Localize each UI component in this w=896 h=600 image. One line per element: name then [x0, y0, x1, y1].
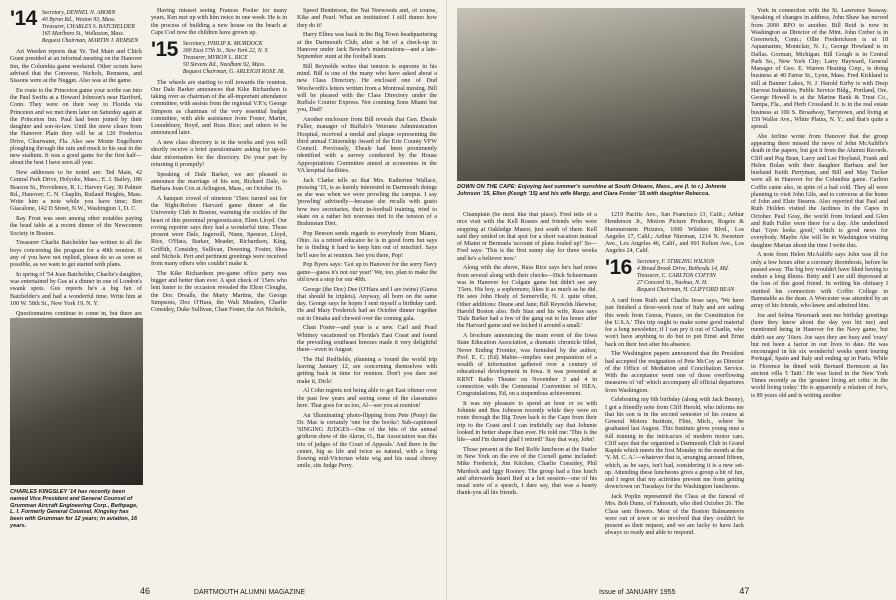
right-page-footer	[599, 587, 749, 597]
column-paragraph: The Hal Redfields, planning a 'round the world trip leaving January 12, are concerning themselves with getting back in time for reunion. Don't you dare not make it, Dick!	[297, 356, 437, 385]
right-page	[449, 0, 896, 600]
class-1914-officers	[42, 9, 138, 45]
column-paragraph: York in connection with the St. Lawrence Seaway. Speaking of changes in address, John Shaw has moved from 2000 RPO to another. Bill Reid is now in Washington as Director of the Mint. John Creber is in Greenwich, Conn.; Ollie Frederickson is at 18 Aquamarine, Montclair, N. J.; George Howland is in Dallas. Gorman, Michigan. Bill Gough is in Central Park So., New York City; Larry Hayward, General Manager of Geo. E. Warren Heating Corp., is doing business at 40 Farrar St., Lynn, Mass. Fred Kirkland is still at Banner Lakes, N. J. Harold Kirby is with Deep Harvest Industries, Public Service Bldg., Portland, Ore. George Howell is at the Marine Bank & Trust Co., Tampa, Fla., and Herb Crossland Jr. is in the real estate business at 100 S. Broadway, Tarrytown, and living at 159 Waller Ave., White Plains, N. Y.; and that's quite a spread.	[751, 8, 888, 130]
column-paragraph: Celebrating my 6th birthday (along with Jack Benny), I got a friendly note from Cliff Herold, who informs me that his son is in the second semester of his course at General Motors Institute, Flint, Mich., where he graduated last August. This Institute gives young men a full training in the intricacies of modern motor cars. Cliff says that the organized a Dartmouth Club in Grand Rapids which meets the first Monday in the month at the 'Y. M. C. A.'—whatever that is, arranging around fifteen, which, as he says, isn't bad, considering it is a new set-up. Attending these luncheons gives a group a bit of fun, and I regret that my activities prevent me from getting down/town on Tuesdays for the Washington luncheons.	[605, 397, 744, 491]
bequest-chairman-line: Bequest Chairman, H. CLIFFORD BEAN	[636, 287, 735, 293]
treasurer-address: 27 Concord St., Nashua, N. H.	[636, 280, 708, 286]
column-paragraph: The Kike Richardson pre-game office party was bigger and better than ever. A spot check of '15ers who lent luster to the occasion revealed the Elton Cloughs, the Doc Drealls, the Marty Martins, the George Simpsons, Doc O'Hara, the Walt Meaders, Charlie Considey, Duke Sullivan, Chan Foster, the Art Nichols,	[151, 270, 287, 313]
page-number: 46	[140, 586, 151, 596]
class-1916-officers	[637, 258, 734, 294]
column-paragraph: New addresses to be noted are: Ted Main, 42 Central Park Drive, Holyoke, Mass.; E. J. Bailey, 186 Beacon St., Providence, R. I.; Harvey Gay, 36 Palmer Rd., Hanover; C. N. Chaplin, Rutland Heights, Mass. Write him a note while you have time; Ben Giacalone, 142 D Street, N.W., Washington 1, D. C.	[10, 170, 142, 213]
column-paragraph: En route to the Princeton game your scribe ran into the Paul Swifts at a Howard Johnson's near Hartford, Conn. They were on their way to Florida via Princeton and we met them later on Saturday again at the Princeton Inn. Paul had been joined by their daughter and son-in-law. Until the snow clears from the Hanover Plain they will be at 120 Frederica Drive, Clearwater, Fla. Also saw Monte Engelhorn ploughing through the rain and muck to his seat in the new stadium. It was a good game for the first half—about the best I have seen all year.	[10, 87, 142, 167]
secretary-line: Secretary, DENNEL N. ABORN	[41, 10, 116, 16]
page-number: 47	[739, 586, 750, 596]
secretary-line: Secretary, F. STIRLING WILSON	[636, 259, 715, 265]
class-year-1915: '15	[151, 37, 178, 61]
column-paragraph: Chan Foster—and year is a new. Carl and Pearl Whitney vacationed on Florida's East Coast and found the prevailing southeast breezes made it very delightful there—even in August.	[297, 325, 437, 353]
bequest-chairman-line: Bequest Chairman, G. ARLEIGH ROSE JR.	[182, 68, 285, 75]
column-paragraph: Al Cohn regrets not being able to get East oftener over the past few years and seeing some of the classmates here. That goes for us too, Al—see you at reunion!	[297, 388, 437, 409]
column-paragraph: Joe and Selma Newmark sent me birthday greetings (here they know about the day you hit me) and mentioned being in Hanover for the Navy game, but didn't see any '16ers. Joe says they are busy and 'crazy' but not been a factor in our lives to date. He was encouraged in his six wonderful weeks spent touring Portugal, Spain and Italy and ending up in Paris. While in Florence he dined with Bernard Berenson at his ancient villa 'I Tatti.' He was listed in the New York Times recently as the 'greatest living art critic in the world living today.' He is apparently a relation of Joe's, is 89 years old and is writing another	[751, 312, 888, 399]
column-paragraph: Speaking of Dale Barker, we are pleased to announce the marriage of his son, Richard Dale, to Barbara Joan Cox at Arlington, Mass., on October 16.	[151, 171, 287, 192]
column-paragraph: A card from Ruth and Charlie Jesse says, 'We have just finished a three-week tour of Italy and are sailing this week from Genoa, France, on the Constitution for the U.S.A.' This trip ought to make some good material for a long newsletter, if I can pry it out of Charlie, who won't have anything to do but to put Ernst and Ernst back on their feet after his absence.	[605, 298, 744, 348]
column-paragraph: Ray Frost was seen among other notables paying the head table at a recent dinner of the Newcomen Society in Boston.	[10, 216, 142, 237]
treasurer-address: 50 Stevens Rd., Needham 92, Mass.	[182, 61, 266, 68]
class-1914-header	[10, 9, 142, 45]
left-column-2	[151, 8, 287, 582]
bequest-chairman-line: Bequest Chairman, MARTIN J. REMSEN	[41, 38, 139, 44]
secretary-line: Secretary, PHILIP K. MURDOCK	[182, 40, 263, 47]
treasurer-address: 165 Marlboro St., Wollaston, Mass.	[41, 31, 125, 37]
magazine-title: DARTMOUTH ALUMNI MAGAZINE	[193, 589, 306, 596]
class-1915-header	[151, 37, 287, 76]
class-1915-officers	[183, 40, 285, 76]
column-paragraph: Harry Ellms was back in the Big Town headquartering at the Dartmouth Club, after a bit of a check-up in Hanover under Jack Bowler's ministrations—and a late-September stunt at the football team.	[297, 32, 437, 60]
column-paragraph: The Washington papers announced that the President had accepted the resignation of Pete McCoy as Director of the Office of Mediation and Conciliation Service. With the acceptance went one of those overflowing measures of 'oil' which accompany all official departures from Washington.	[605, 351, 744, 394]
treasurer-line: Treasurer, CHARLES S. BATCHELDER	[41, 24, 135, 30]
column-paragraph: Having missed seeing Frances Pooler for many years, Ken met up with him twice in one week. He is in the process of building a new house on the beach at Cape Cod now the children have grown up.	[151, 8, 287, 36]
column-paragraph: An 'illuminating' photo-flipping from Pete (Pony) the Dr. Mac is certainly 'one for the books': Sub-captioned 'SINGING JUDGES—One of the hits of the annual gridiron show of the Akron, O., Bar Association was this trio of judges of the Court of Appeals.' And there in the center, big as life and twice as natural, with a long flowing mid-Victorian white wig and his usual cheesy smile, sits Judge Perry.	[297, 412, 437, 470]
column-paragraph: Art Weeden reports that Ye. Ted Main and Chick Grant presided at an informal meeting on the Hanover Inn, the Columbia game weekend. Other scouts have advised that the Converse, Nichols, Remsens, and Sissons were at the Nugget. Also was at the game.	[10, 49, 142, 84]
kingsley-portrait-photo	[10, 318, 143, 485]
treasurer-line: Treasurer, C. CARLTON COFFIN	[636, 273, 716, 279]
left-column-3	[297, 8, 437, 582]
class-year-1916: '16	[605, 256, 632, 279]
column-paragraph: A note from Helen McAuliffe says John was ill for only a few hours after a coronary thrombosis, before he passed away. The big boy wouldn't have liked having to endure a long illness. Betty and I are still depressed at the loss of this good friend. In writing his obituary I omitted his connection with Coffin College in Barnstable as the dean. A Worcester was attended by an array of his friends, who knew and admired him.	[751, 252, 888, 309]
left-page	[0, 0, 447, 600]
column-paragraph: Another enclosure from Bill reveals that Gen. Ebeale Fuller, manager of Buffalo's Veterans Administration Hospital, received a medal and plaque representing the third annual Citizenship Award of the Erie County VFW Council. Previously, Ebeale had been prominently identified with a survey conducted by the House Appropriations Committee aimed at economies in the VA hospital facilities.	[297, 117, 437, 174]
column-paragraph: In spring of '54 Jean Batchelder, Charlie's daughter, was entertained by Gus at a dinner in one of London's swank spots. Gus reports he's a big fan of Batchelder's and had a wonderful time. Write him at 100 W. 58th St., New York 19, N. Y.	[10, 271, 142, 307]
column-paragraph: Pop Benson sends regards to everybody from Miami, Ohio. As a retired educator he is in good form but says he is finding it hard to keep him out of mischief. Says he'll sure be at reunion. See you there, Pop!	[297, 230, 437, 259]
cape-group-photo	[457, 8, 745, 181]
right-column-2	[605, 212, 744, 582]
secretary-address: 4 Broad Brook Drive, Bethesda 14, Md.	[636, 266, 730, 272]
right-column-3	[751, 8, 888, 582]
class-year-1914: '14	[10, 8, 37, 30]
column-paragraph: Champlain (be most like that place). Fred tells of a nice visit with the Kell Rosses and friends who were stopping at Oakledge Manor, just south of there. Kell said they settled on that spot for a short vacation instead of Miami or Bermuda 'account of plans fouled up!' So—Fred says: 'This is the first sunny day for three weeks and he's a believer now.'	[457, 212, 597, 262]
column-paragraph: George (the Doc) Dee (O'Hara and I are twins) (Guess that should be triplets). Anyway, all born on the same day. George says he hopes I sent myself a birthday card. He and Mary Frederick had an October dinner together out in Omaha and chewed over the coming gala.	[297, 286, 437, 322]
secretary-address: 300 East 57th St., New York 22, N. Y.	[182, 47, 269, 54]
cape-photo-caption: DOWN ON THE CAPE: Enjoying last summer's sunshine at South Orleans, Mass., are (l. to r.) Johnnie Johnson '15, Ellen (Keogh '15) and his wife Margy, and Clara Foster '15 with daughter Rebecca.	[457, 184, 727, 197]
column-paragraph: Bill Reynolds writes that tension is supreme in his mind. Bill is one of the many who have asked about a new Class Directory. He enclosed one of Dud Woolworth's letters written from a Montreal nursing. Bill will be pleased with the Class Directory under the Ruffalo Courier Express. Not counting Sons Miami but you, Dud?	[297, 63, 437, 114]
right-column-1	[457, 212, 597, 582]
column-paragraph: Treasurer Charlie Batchelder has written to all the boys concerning the program for a 40th reunion. If any of you have not replied, please do so as soon as possible, as we want to get started with plans.	[10, 240, 142, 268]
column-paragraph: Along with the above, Russ Rice says he's had notes from several along with their checks—Dick Schuermann was in Hanover for Colgate game but didn't see any '15ers. His boy, a sophomore, likes it as much as he did. He sees John Healy of Somerville, N. J. quite often. Other additions: Deane and Jane; Bill Reynolds likewise; Harold Boston also. Bob Stan and his wife, Russ says 'Dale Barker had a few of the gang out to his house after the Harvard game and we kicked it around a small.'	[457, 265, 597, 330]
column-paragraph: A brochure announcing the main event of the Iowa State Education Association, a dramatic chronicle titled, Never Ending Frontier, was furnished by the author, Prof. E. C. (Ed) Mabie—implies vast preparation of a wealth of information gathered over a century of educational development in Iowa. It was presented at KRNT Radio Theater on November 3 and 4 in connection with the Centennial Convention of ISEA. Congratulations, Ed, on a stupendous achievement.	[457, 333, 597, 397]
column-paragraph: 1219 Pacific Ave., San Francisco 13, Calif.; Arthur Henderson Jr., Motion Picture Producer, Rogers & Hammerstein Pictures, 1000 Wilshire Blvd., Los Angeles 17, Calif.; Arthur Nierman, 1214 N. Sweetzer Ave., Los Angeles 46, Calif., and 991 Kelton Ave., Los Angeles 24, Calif.	[605, 212, 744, 255]
column-paragraph: Questionnaires continue to come in, but there are	[16, 310, 142, 317]
column-paragraph: It was my pleasure to spend an hour or so with Johnnie and Bea Johnson recently while they were en route through the Big Town back to the Cape from their trip to the Coast and I can truthfully say that Johnnie looked in better shape than ever. He told me: 'This is the life—and I'm darned glad I retired!' Stay that way, John!	[457, 400, 597, 443]
column-paragraph: The wheels are starting to roll towards the reunion. Our Dale Barker announces that Kike Richardson is taking over as chairman of the all-important attendance committee, with assists from the regional V.P.'s; George Simpson as chairman of the very essential budget committee, with able assistance from Foster, Martin, Loundsbury, Boyd, and Russ Rice; and others to be announced later.	[151, 79, 287, 137]
column-paragraph: Pop Byers says: 'Got up to Hanover for the sorry Navy game—guess it's not our year!' We, too, plan to make the old town a stop for our 40th.	[297, 262, 437, 283]
left-page-footer	[140, 587, 305, 597]
secretary-address: 40 Byron Rd., Weston 93, Mass.	[41, 17, 116, 23]
column-paragraph: Abe Jerline wrote from Hanover that the group appearing there missed the news of John McAuliffe's death in the papers, but got it from the Alumni Records. Cliff and Peg Bean, Larry and Lee Hoyland, Frank and Helen Bolan with their daughter Barbara and her husband Keith Perryman, and Bill and May Tucker were all in Hanover for the Columbia game. Carlton Coffin came also, in spite of a bad cold. They all were planning to visit John Gile, and to converse at the home of John and Elsie Stearns. Also reported that Paul and Ruth Holden visited the Jardines in the Capes in October. Paul Gray, the world from Ireland and Glen and Ruth Fuller were there for a day. Abe underlined that 'Gym looks good,' which is good news for everybody. Maybe Abe will be in Washington visiting daughter Marian about the time I write this.	[751, 133, 888, 249]
column-paragraph: Jack Clarke tells us that Mrs. Katherine Wallace, pressing '15, is as keenly interested in Dartmouth doings as she was when we were prowling the campus. I say 'prowling' advisedly—because she recalls with gusto how two secretaries, their in-football training, tried to skate on a rather hot nouveau tied to the tension of a Brahmsian Diet.	[297, 177, 437, 227]
column-paragraph: Those present at the Red Rolfe luncheon at the Statler in New York on the eve of the Cornell game included: Mike Frederick, Jim Kitchen, Charlie Considey, Phil Murdock and Iggy Rooney. The group had a fine lunch and afterwards heard Red at a hot session—one of his usual sorts of a speech, I dare say, that was a hearty thank-you all his friends.	[457, 446, 597, 497]
class-1916-header	[605, 258, 744, 294]
issue-label: Issue of JANUARY 1955	[599, 589, 676, 596]
treasurer-line: Treasurer, MYRON L. RICE	[182, 54, 248, 61]
column-paragraph: Speed Henderson, the Nat Norwoods and, of course, Kike and Pearl. What an institution! I still dunno how they do it!	[297, 8, 437, 29]
column-paragraph: A banquet crowd of nineteen '15ers turned out for the Night-Before Harvard game dinner at the University Club in Boston, warming the cockles of the heart of this perennial prognosticator, Elem Lloyd. Our roving reporter says they had a wonderful time. Those present were Dale, Ingersoll, Nunn, Spencer, Lloyd, Rice, O'Hara, Barker, Meader, Richardson, King, Griffith, Considey, Sullivan, Downing, Foster, Shea and Nichols. Pert and pertinent greetings were received from many others who couldn't make it.	[151, 195, 287, 267]
kingsley-photo-caption: CHARLES KINGSLEY '14 has recently been named Vice President and General Counsel of Grumman Aircraft Engineering Corp., Bethpage, L. I. Formerly General Counsel, Kingsley has been with Grumman for 12 years; in aviation, 16 years.	[10, 489, 138, 529]
column-paragraph: Jack Poplin represented the Class at the funeral of Mrs. Bob Dunn, of Falmouth, who died October 26. The Class sent flowers. Most of the Boston Balmanneers were out of town or so involved that they couldn't be present as their request, and we are lucky to have Jack always so ready and able to respond.	[605, 494, 744, 537]
column-paragraph: A new class directory is in the works and you will shortly receive a brief questionnaire asking for up-to-date information for the directory. Do your part by returning it promptly!	[151, 140, 287, 168]
